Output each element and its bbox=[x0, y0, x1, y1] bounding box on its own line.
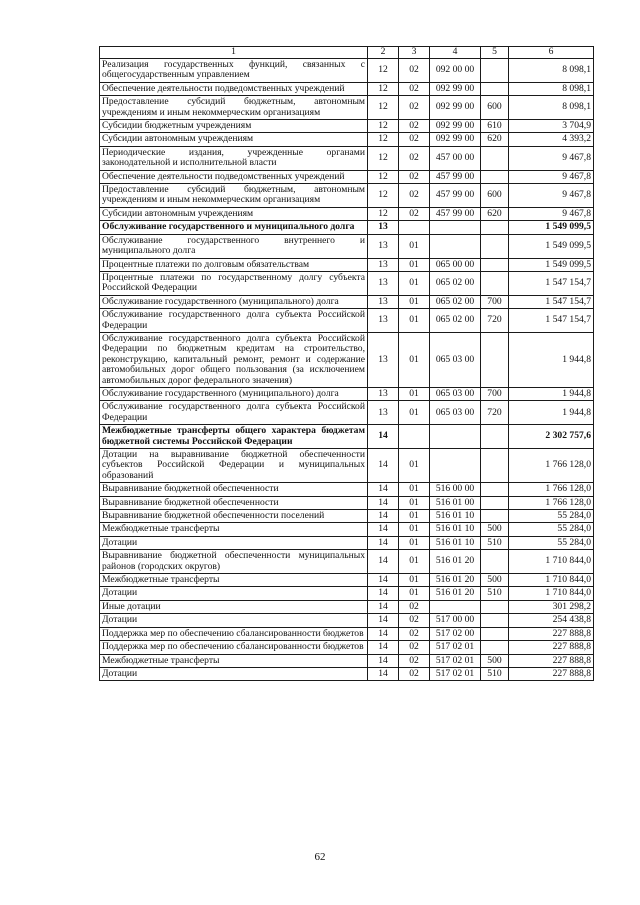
cell-expense-type: 500 bbox=[481, 523, 509, 536]
cell-name: Реализация государственных функций, связанных с общегосударственным управлением bbox=[100, 59, 368, 83]
cell-expense-type bbox=[481, 449, 509, 483]
cell-subsection: 01 bbox=[399, 536, 430, 549]
cell-target-article: 516 01 20 bbox=[430, 587, 481, 600]
cell-target-article bbox=[430, 234, 481, 258]
cell-name: Субсидии автономным учреждениям bbox=[100, 207, 368, 220]
cell-subsection: 02 bbox=[399, 120, 430, 133]
cell-amount: 1 944,8 bbox=[509, 387, 594, 400]
cell-expense-type bbox=[481, 550, 509, 574]
cell-section: 14 bbox=[368, 523, 399, 536]
cell-subsection: 01 bbox=[399, 550, 430, 574]
cell-expense-type bbox=[481, 425, 509, 449]
cell-amount: 1 766 128,0 bbox=[509, 449, 594, 483]
cell-subsection: 02 bbox=[399, 170, 430, 183]
cell-name: Дотации bbox=[100, 587, 368, 600]
cell-subsection: 01 bbox=[399, 309, 430, 333]
cell-subsection: 01 bbox=[399, 234, 430, 258]
cell-target-article: 516 01 00 bbox=[430, 496, 481, 509]
cell-target-article bbox=[430, 221, 481, 234]
cell-subsection: 01 bbox=[399, 574, 430, 587]
cell-subsection: 02 bbox=[399, 627, 430, 640]
cell-subsection: 01 bbox=[399, 258, 430, 271]
cell-target-article: 065 00 00 bbox=[430, 258, 481, 271]
cell-section: 14 bbox=[368, 449, 399, 483]
cell-target-article: 457 00 00 bbox=[430, 146, 481, 170]
cell-target-article bbox=[430, 425, 481, 449]
cell-target-article: 457 99 00 bbox=[430, 184, 481, 208]
cell-section: 14 bbox=[368, 510, 399, 523]
cell-section: 14 bbox=[368, 425, 399, 449]
cell-name: Выравнивание бюджетной обеспеченности bbox=[100, 496, 368, 509]
cell-amount: 227 888,8 bbox=[509, 627, 594, 640]
cell-expense-type: 620 bbox=[481, 207, 509, 220]
cell-amount: 1 710 844,0 bbox=[509, 587, 594, 600]
cell-name: Обслуживание государственного (муниципального) долга bbox=[100, 295, 368, 308]
table-row bbox=[100, 627, 594, 640]
cell-target-article: 517 02 01 bbox=[430, 654, 481, 667]
cell-expense-type: 500 bbox=[481, 574, 509, 587]
cell-expense-type: 600 bbox=[481, 96, 509, 120]
cell-amount: 227 888,8 bbox=[509, 641, 594, 654]
cell-name: Межбюджетные трансферты bbox=[100, 574, 368, 587]
cell-expense-type: 620 bbox=[481, 133, 509, 146]
cell-target-article bbox=[430, 600, 481, 613]
column-header-expense-type: 5 bbox=[481, 47, 509, 59]
cell-name: Дотации bbox=[100, 667, 368, 680]
cell-expense-type bbox=[481, 510, 509, 523]
cell-amount: 301 298,2 bbox=[509, 600, 594, 613]
table-row bbox=[100, 332, 594, 387]
cell-subsection: 01 bbox=[399, 271, 430, 295]
cell-name: Обслуживание государственного долга субъекта Российской Федерации bbox=[100, 401, 368, 425]
table-row bbox=[100, 82, 594, 95]
cell-section: 12 bbox=[368, 184, 399, 208]
cell-section: 14 bbox=[368, 587, 399, 600]
cell-section: 14 bbox=[368, 574, 399, 587]
cell-target-article: 457 99 00 bbox=[430, 207, 481, 220]
table-row bbox=[100, 425, 594, 449]
cell-target-article: 516 01 10 bbox=[430, 510, 481, 523]
cell-expense-type bbox=[481, 614, 509, 627]
cell-target-article: 516 01 10 bbox=[430, 523, 481, 536]
table-row bbox=[100, 295, 594, 308]
table-row bbox=[100, 641, 594, 654]
cell-subsection: 02 bbox=[399, 82, 430, 95]
cell-target-article: 065 03 00 bbox=[430, 401, 481, 425]
table-row bbox=[100, 170, 594, 183]
cell-section: 12 bbox=[368, 59, 399, 83]
cell-subsection: 01 bbox=[399, 332, 430, 387]
cell-amount: 1 710 844,0 bbox=[509, 550, 594, 574]
cell-subsection: 01 bbox=[399, 401, 430, 425]
cell-expense-type: 600 bbox=[481, 184, 509, 208]
table-row bbox=[100, 221, 594, 234]
table-row bbox=[100, 401, 594, 425]
cell-amount: 9 467,8 bbox=[509, 184, 594, 208]
cell-subsection: 02 bbox=[399, 59, 430, 83]
cell-subsection: 01 bbox=[399, 523, 430, 536]
cell-target-article: 457 99 00 bbox=[430, 170, 481, 183]
cell-subsection: 01 bbox=[399, 587, 430, 600]
cell-section: 14 bbox=[368, 496, 399, 509]
cell-amount: 1 766 128,0 bbox=[509, 483, 594, 496]
cell-name: Межбюджетные трансферты общего характера бюджетам бюджетной системы Российской Федерации bbox=[100, 425, 368, 449]
cell-section: 12 bbox=[368, 170, 399, 183]
cell-expense-type bbox=[481, 641, 509, 654]
cell-expense-type: 610 bbox=[481, 120, 509, 133]
cell-target-article: 516 00 00 bbox=[430, 483, 481, 496]
cell-target-article: 065 02 00 bbox=[430, 271, 481, 295]
cell-name: Обслуживание государственного (муниципального) долга bbox=[100, 387, 368, 400]
cell-amount: 8 098,1 bbox=[509, 96, 594, 120]
cell-section: 13 bbox=[368, 332, 399, 387]
cell-target-article: 516 01 10 bbox=[430, 536, 481, 549]
cell-section: 14 bbox=[368, 667, 399, 680]
cell-amount: 2 302 757,6 bbox=[509, 425, 594, 449]
cell-section: 14 bbox=[368, 483, 399, 496]
table-row bbox=[100, 207, 594, 220]
cell-target-article: 092 99 00 bbox=[430, 133, 481, 146]
cell-name: Предоставление субсидий бюджетным, автономным учреждениям и иным некоммерческим организациям bbox=[100, 184, 368, 208]
cell-name: Обслуживание государственного внутреннего и муниципального долга bbox=[100, 234, 368, 258]
cell-expense-type: 720 bbox=[481, 401, 509, 425]
cell-subsection: 01 bbox=[399, 295, 430, 308]
cell-section: 13 bbox=[368, 295, 399, 308]
cell-name: Межбюджетные трансферты bbox=[100, 654, 368, 667]
cell-target-article: 517 00 00 bbox=[430, 614, 481, 627]
column-header-subsection: 3 bbox=[399, 47, 430, 59]
cell-section: 14 bbox=[368, 550, 399, 574]
table-row bbox=[100, 550, 594, 574]
cell-section: 13 bbox=[368, 401, 399, 425]
table-row bbox=[100, 184, 594, 208]
cell-section: 13 bbox=[368, 234, 399, 258]
cell-amount: 8 098,1 bbox=[509, 82, 594, 95]
cell-subsection: 02 bbox=[399, 600, 430, 613]
cell-amount: 55 284,0 bbox=[509, 510, 594, 523]
cell-name: Субсидии бюджетным учреждениям bbox=[100, 120, 368, 133]
table-header-row bbox=[100, 47, 594, 59]
table-row bbox=[100, 96, 594, 120]
cell-target-article: 092 99 00 bbox=[430, 82, 481, 95]
cell-expense-type bbox=[481, 483, 509, 496]
cell-section: 12 bbox=[368, 82, 399, 95]
cell-section: 12 bbox=[368, 120, 399, 133]
cell-target-article: 065 02 00 bbox=[430, 309, 481, 333]
cell-subsection: 01 bbox=[399, 483, 430, 496]
cell-target-article: 065 03 00 bbox=[430, 332, 481, 387]
cell-expense-type: 720 bbox=[481, 309, 509, 333]
table-row bbox=[100, 600, 594, 613]
cell-amount: 254 438,8 bbox=[509, 614, 594, 627]
cell-expense-type bbox=[481, 496, 509, 509]
table-row bbox=[100, 523, 594, 536]
cell-subsection: 01 bbox=[399, 449, 430, 483]
cell-section: 14 bbox=[368, 627, 399, 640]
cell-amount: 4 393,2 bbox=[509, 133, 594, 146]
cell-section: 14 bbox=[368, 641, 399, 654]
table-row bbox=[100, 120, 594, 133]
cell-name: Дотации bbox=[100, 536, 368, 549]
cell-name: Дотации bbox=[100, 614, 368, 627]
cell-target-article: 517 02 00 bbox=[430, 627, 481, 640]
cell-expense-type: 510 bbox=[481, 667, 509, 680]
cell-section: 13 bbox=[368, 387, 399, 400]
table-row bbox=[100, 614, 594, 627]
cell-subsection: 02 bbox=[399, 96, 430, 120]
cell-name: Поддержка мер по обеспечению сбалансированности бюджетов bbox=[100, 627, 368, 640]
cell-subsection: 02 bbox=[399, 207, 430, 220]
cell-amount: 227 888,8 bbox=[509, 654, 594, 667]
cell-target-article: 092 99 00 bbox=[430, 96, 481, 120]
table-row bbox=[100, 483, 594, 496]
cell-amount: 1 549 099,5 bbox=[509, 258, 594, 271]
cell-expense-type bbox=[481, 146, 509, 170]
cell-section: 13 bbox=[368, 271, 399, 295]
cell-subsection: 02 bbox=[399, 184, 430, 208]
cell-section: 13 bbox=[368, 258, 399, 271]
cell-section: 14 bbox=[368, 536, 399, 549]
table-row bbox=[100, 654, 594, 667]
column-header-target-article: 4 bbox=[430, 47, 481, 59]
table-row bbox=[100, 574, 594, 587]
table-row bbox=[100, 449, 594, 483]
table-row bbox=[100, 510, 594, 523]
cell-target-article bbox=[430, 449, 481, 483]
cell-subsection: 01 bbox=[399, 510, 430, 523]
cell-section: 12 bbox=[368, 207, 399, 220]
cell-amount: 9 467,8 bbox=[509, 170, 594, 183]
cell-target-article: 065 03 00 bbox=[430, 387, 481, 400]
cell-name: Обслуживание государственного долга субъекта Российской Федерации bbox=[100, 309, 368, 333]
cell-section: 12 bbox=[368, 96, 399, 120]
cell-target-article: 517 02 01 bbox=[430, 641, 481, 654]
cell-name: Обеспечение деятельности подведомственных учреждений bbox=[100, 170, 368, 183]
table-row bbox=[100, 146, 594, 170]
cell-target-article: 516 01 20 bbox=[430, 550, 481, 574]
cell-subsection: 02 bbox=[399, 133, 430, 146]
cell-name: Периодические издания, учрежденные органами законодательной и исполнительной власти bbox=[100, 146, 368, 170]
cell-amount: 1 710 844,0 bbox=[509, 574, 594, 587]
cell-subsection: 02 bbox=[399, 146, 430, 170]
cell-name: Обеспечение деятельности подведомственных учреждений bbox=[100, 82, 368, 95]
table-row bbox=[100, 133, 594, 146]
table-body bbox=[100, 59, 594, 681]
cell-expense-type bbox=[481, 82, 509, 95]
table-row bbox=[100, 496, 594, 509]
cell-target-article: 065 02 00 bbox=[430, 295, 481, 308]
cell-subsection: 02 bbox=[399, 667, 430, 680]
cell-expense-type bbox=[481, 221, 509, 234]
cell-name: Субсидии автономным учреждениям bbox=[100, 133, 368, 146]
cell-amount: 1 944,8 bbox=[509, 332, 594, 387]
cell-amount: 9 467,8 bbox=[509, 207, 594, 220]
cell-expense-type bbox=[481, 234, 509, 258]
table-row bbox=[100, 309, 594, 333]
cell-amount: 1 547 154,7 bbox=[509, 309, 594, 333]
table-row bbox=[100, 271, 594, 295]
cell-amount: 1 549 099,5 bbox=[509, 234, 594, 258]
cell-subsection: 01 bbox=[399, 387, 430, 400]
table-row bbox=[100, 258, 594, 271]
cell-name: Обслуживание государственного и муниципального долга bbox=[100, 221, 368, 234]
budget-table bbox=[99, 46, 594, 681]
cell-expense-type: 700 bbox=[481, 387, 509, 400]
cell-section: 14 bbox=[368, 654, 399, 667]
cell-name: Процентные платежи по государственному долгу субъекта Российской Федерации bbox=[100, 271, 368, 295]
cell-section: 14 bbox=[368, 600, 399, 613]
cell-expense-type: 510 bbox=[481, 587, 509, 600]
table-row bbox=[100, 387, 594, 400]
cell-subsection bbox=[399, 425, 430, 449]
cell-subsection: 02 bbox=[399, 654, 430, 667]
cell-name: Поддержка мер по обеспечению сбалансированности бюджетов bbox=[100, 641, 368, 654]
cell-expense-type: 510 bbox=[481, 536, 509, 549]
cell-name: Предоставление субсидий бюджетным, автономным учреждениям и иным некоммерческим организациям bbox=[100, 96, 368, 120]
cell-expense-type bbox=[481, 170, 509, 183]
cell-target-article: 092 99 00 bbox=[430, 120, 481, 133]
cell-target-article: 517 02 01 bbox=[430, 667, 481, 680]
page-number: 62 bbox=[314, 851, 326, 863]
cell-amount: 9 467,8 bbox=[509, 146, 594, 170]
column-header-section: 2 bbox=[368, 47, 399, 59]
cell-amount: 1 549 099,5 bbox=[509, 221, 594, 234]
cell-amount: 227 888,8 bbox=[509, 667, 594, 680]
cell-name: Дотации на выравнивание бюджетной обеспеченности субъектов Российской Федерации и муниципальных образований bbox=[100, 449, 368, 483]
table-row bbox=[100, 59, 594, 83]
cell-amount: 3 704,9 bbox=[509, 120, 594, 133]
cell-expense-type bbox=[481, 332, 509, 387]
cell-expense-type: 500 bbox=[481, 654, 509, 667]
cell-amount: 1 944,8 bbox=[509, 401, 594, 425]
cell-amount: 1 766 128,0 bbox=[509, 496, 594, 509]
cell-section: 14 bbox=[368, 614, 399, 627]
cell-amount: 55 284,0 bbox=[509, 536, 594, 549]
cell-expense-type bbox=[481, 627, 509, 640]
cell-subsection: 01 bbox=[399, 496, 430, 509]
table-row bbox=[100, 536, 594, 549]
table-row bbox=[100, 667, 594, 680]
cell-expense-type bbox=[481, 271, 509, 295]
cell-target-article: 092 00 00 bbox=[430, 59, 481, 83]
cell-name: Иные дотации bbox=[100, 600, 368, 613]
cell-subsection: 02 bbox=[399, 614, 430, 627]
table-row bbox=[100, 587, 594, 600]
cell-expense-type bbox=[481, 59, 509, 83]
cell-amount: 1 547 154,7 bbox=[509, 271, 594, 295]
column-header-name: 1 bbox=[100, 47, 368, 59]
cell-expense-type bbox=[481, 600, 509, 613]
cell-amount: 1 547 154,7 bbox=[509, 295, 594, 308]
cell-section: 13 bbox=[368, 309, 399, 333]
cell-section: 13 bbox=[368, 221, 399, 234]
cell-target-article: 516 01 20 bbox=[430, 574, 481, 587]
cell-section: 12 bbox=[368, 146, 399, 170]
cell-name: Выравнивание бюджетной обеспеченности муниципальных районов (городских округов) bbox=[100, 550, 368, 574]
cell-name: Выравнивание бюджетной обеспеченности поселений bbox=[100, 510, 368, 523]
cell-expense-type: 700 bbox=[481, 295, 509, 308]
cell-subsection: 02 bbox=[399, 641, 430, 654]
cell-section: 12 bbox=[368, 133, 399, 146]
cell-amount: 8 098,1 bbox=[509, 59, 594, 83]
table-row bbox=[100, 234, 594, 258]
cell-expense-type bbox=[481, 258, 509, 271]
cell-name: Процентные платежи по долговым обязательствам bbox=[100, 258, 368, 271]
cell-name: Обслуживание государственного долга субъекта Российской Федерации по бюджетным кредитам на строительство, реконструкцию, капитальный ремонт, ремонт и содержание автомобильных дорог общего пользования (за исключением автомобильных дорог федерального значения) bbox=[100, 332, 368, 387]
cell-amount: 55 284,0 bbox=[509, 523, 594, 536]
cell-name: Межбюджетные трансферты bbox=[100, 523, 368, 536]
cell-subsection bbox=[399, 221, 430, 234]
column-header-amount: 6 bbox=[509, 47, 594, 59]
cell-name: Выравнивание бюджетной обеспеченности bbox=[100, 483, 368, 496]
